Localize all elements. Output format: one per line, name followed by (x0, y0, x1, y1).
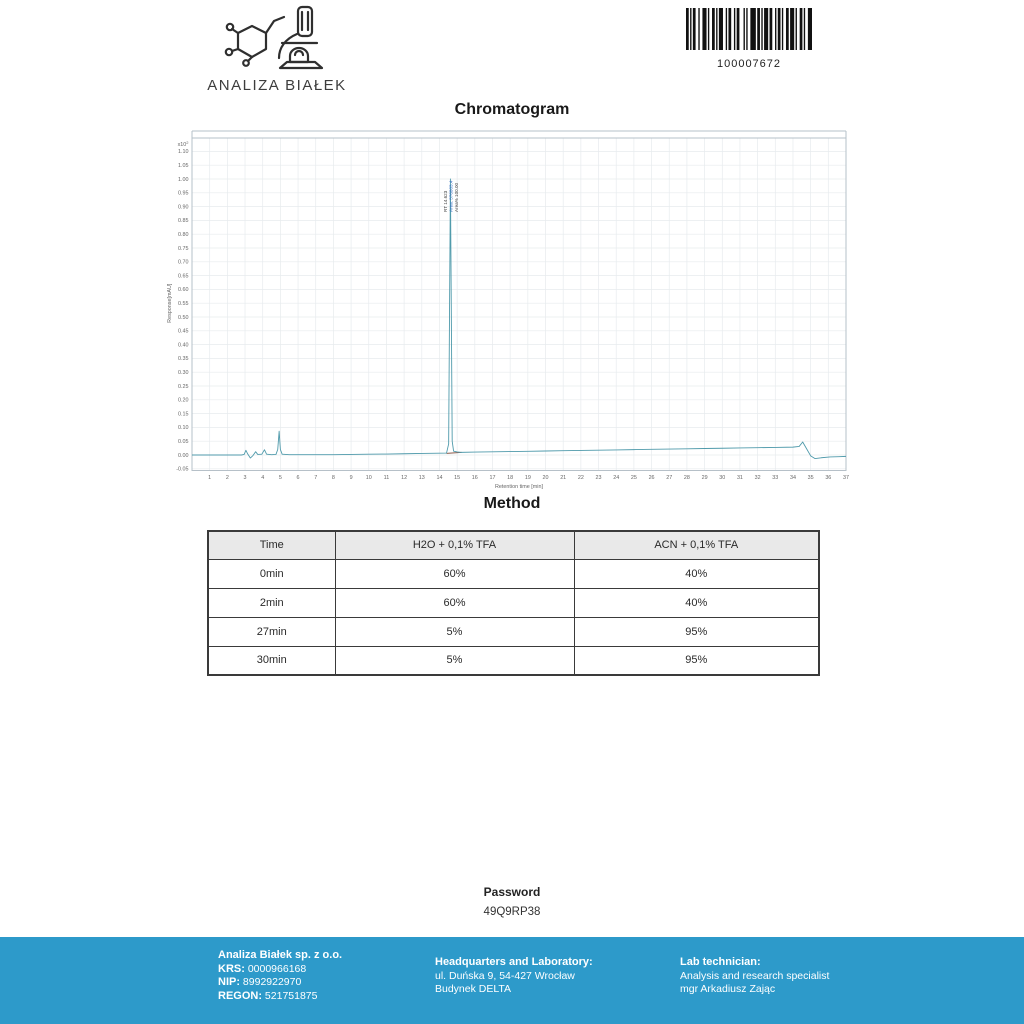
method-table-cell: 60% (335, 559, 574, 588)
svg-text:1.00: 1.00 (178, 176, 189, 183)
footer-hq-title: Headquarters and Laboratory: (435, 956, 593, 968)
svg-text:0.90: 0.90 (178, 204, 189, 211)
svg-text:0.30: 0.30 (178, 370, 189, 376)
svg-text:1.10: 1.10 (178, 149, 189, 156)
svg-text:Area: 576803.4: Area: 576803.4 (448, 180, 454, 212)
footer-regon-value: 521751875 (264, 989, 318, 1002)
svg-text:36: 36 (825, 475, 832, 481)
svg-text:16: 16 (471, 475, 478, 481)
barcode-block (685, 8, 813, 70)
chromatogram-title: Chromatogram (454, 101, 570, 118)
method-table-cell: 40% (574, 559, 819, 588)
svg-text:0.80: 0.80 (178, 232, 189, 238)
footer-technician-role: Analysis and research specialist (680, 969, 830, 982)
svg-text:29: 29 (701, 475, 708, 481)
svg-text:32: 32 (754, 475, 761, 481)
svg-text:15: 15 (454, 475, 461, 481)
svg-text:1.05: 1.05 (178, 163, 189, 169)
barcode-icon (686, 8, 812, 50)
svg-text:2: 2 (225, 475, 229, 481)
svg-text:22: 22 (577, 475, 584, 481)
svg-text:25: 25 (630, 475, 637, 481)
method-table-row (208, 588, 819, 617)
method-header-time: Time (208, 531, 335, 559)
footer-regon (218, 990, 342, 1004)
footer-regon-label: REGON: (218, 989, 262, 1002)
method-table-cell: 40% (574, 588, 819, 617)
method-table-row (208, 559, 819, 588)
svg-text:8: 8 (331, 475, 335, 481)
company-logo-block (207, 4, 347, 94)
method-table-cell: 2min (208, 588, 335, 617)
chromatogram-plot (160, 126, 860, 498)
footer-technician-name: mgr Arkadiusz Zając (680, 983, 776, 995)
svg-text:23: 23 (595, 475, 602, 481)
svg-text:0.45: 0.45 (178, 328, 189, 335)
svg-text:28: 28 (683, 475, 690, 481)
svg-text:10: 10 (365, 475, 372, 481)
method-table-cell: 5% (335, 617, 574, 646)
method-header-acn: ACN + 0,1% TFA (574, 531, 819, 559)
svg-text:0.85: 0.85 (178, 218, 189, 225)
svg-text:14: 14 (436, 475, 443, 481)
svg-text:Retention time [min]: Retention time [min] (495, 484, 543, 490)
svg-text:35: 35 (807, 475, 814, 481)
footer-hq-address: ul. Duńska 9, 54-427 Wrocław (435, 969, 575, 982)
method-header-h2o: H2O + 0,1% TFA (335, 531, 574, 559)
svg-text:18: 18 (507, 475, 514, 481)
method-table-cell: 30min (208, 646, 335, 675)
svg-text:37: 37 (843, 475, 849, 481)
footer-technician-title: Lab technician: (680, 956, 761, 968)
svg-text:12: 12 (401, 475, 408, 481)
svg-text:26: 26 (648, 475, 655, 481)
chromatogram-chart (160, 126, 860, 498)
svg-text:11: 11 (383, 475, 390, 481)
method-title: Method (483, 495, 541, 512)
svg-text:0.15: 0.15 (178, 411, 189, 418)
svg-text:-0.05: -0.05 (176, 466, 189, 473)
footer-hq-building: Budynek DELTA (435, 983, 512, 995)
footer-krs-value: 0000966168 (247, 962, 307, 975)
svg-text:6: 6 (296, 475, 300, 481)
method-table-cell: 95% (574, 646, 819, 675)
svg-text:0.25: 0.25 (178, 383, 189, 390)
svg-text:33: 33 (772, 475, 779, 481)
company-logo-caption: ANALIZA BIAŁEK (207, 77, 347, 94)
svg-text:Area% 100.00: Area% 100.00 (453, 182, 459, 212)
method-table-cell: 95% (574, 617, 819, 646)
svg-text:0.75: 0.75 (178, 245, 189, 252)
svg-text:20: 20 (542, 475, 549, 481)
svg-text:x102: $x10^2$ (177, 140, 189, 148)
svg-text:1: 1 (208, 475, 212, 481)
password-label: Password (483, 885, 541, 899)
method-table-row (208, 646, 819, 675)
svg-text:0.35: 0.35 (178, 356, 189, 363)
svg-text:0.10: 0.10 (178, 425, 189, 432)
svg-text:5: 5 (278, 475, 282, 481)
method-table-cell: 27min (208, 617, 335, 646)
method-table-cell: 60% (335, 588, 574, 617)
svg-text:0.20: 0.20 (178, 397, 189, 404)
footer-nip (218, 976, 342, 990)
footer-hq-info (435, 956, 593, 997)
svg-text:31: 31 (736, 475, 743, 481)
microscope-molecule-logo-icon (222, 4, 332, 70)
svg-text:0.00: 0.00 (178, 452, 189, 459)
footer (0, 937, 1024, 1024)
svg-text:0.95: 0.95 (178, 190, 189, 197)
method-table-header-row (208, 531, 819, 559)
svg-text:27: 27 (666, 475, 673, 481)
footer-krs-label: KRS: (218, 962, 245, 975)
svg-text:0.05: 0.05 (178, 439, 189, 445)
method-table-cell: 5% (335, 646, 574, 675)
svg-text:30: 30 (719, 475, 726, 481)
svg-text:19: 19 (524, 475, 531, 481)
svg-text:3: 3 (243, 475, 247, 481)
footer-company-name: Analiza Białek sp. z o.o. (218, 949, 343, 961)
svg-text:4: 4 (261, 475, 265, 481)
svg-text:13: 13 (418, 475, 425, 481)
svg-text:RT 14.623: RT 14.623 (442, 190, 448, 212)
svg-text:21: 21 (560, 475, 567, 481)
svg-text:0.60: 0.60 (178, 287, 189, 294)
svg-text:34: 34 (789, 475, 796, 481)
svg-text:0.50: 0.50 (178, 314, 189, 321)
footer-technician-info (680, 956, 829, 997)
method-table-cell: 0min (208, 559, 335, 588)
password-value: 49Q9RP38 (483, 906, 541, 918)
footer-nip-label: NIP: (218, 976, 240, 988)
svg-text:0.65: 0.65 (178, 273, 189, 280)
barcode-number: 100007672 (716, 58, 782, 70)
svg-text:0.40: 0.40 (178, 342, 189, 349)
svg-text:7: 7 (314, 475, 318, 481)
svg-text:9: 9 (349, 475, 353, 481)
method-table (207, 530, 820, 676)
footer-company-info (218, 949, 342, 1003)
footer-nip-value: 8992922970 (242, 976, 302, 988)
svg-text:Response[mAU]: Response[mAU] (167, 283, 173, 323)
svg-text:0.55: 0.55 (178, 301, 189, 307)
footer-krs (218, 963, 342, 977)
method-table-row (208, 617, 819, 646)
svg-text:24: 24 (613, 475, 620, 481)
svg-text:0.70: 0.70 (178, 259, 189, 266)
svg-text:17: 17 (489, 475, 496, 481)
